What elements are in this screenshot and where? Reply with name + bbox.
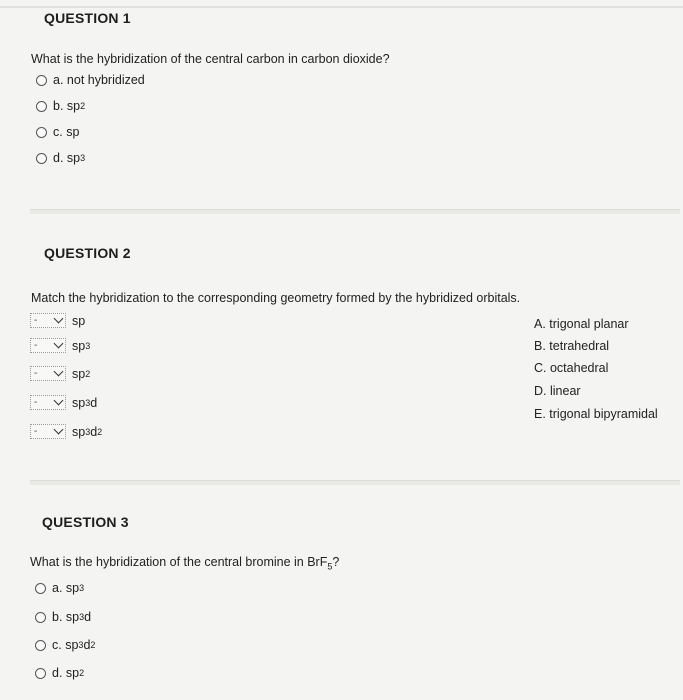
option-letter: c. bbox=[52, 638, 62, 652]
radio-button[interactable] bbox=[36, 127, 47, 138]
radio-button[interactable] bbox=[35, 668, 46, 679]
option-text: sp bbox=[66, 151, 81, 165]
question-3-title: QUESTION 3 bbox=[42, 514, 129, 530]
answer-text: tetrahedral bbox=[549, 339, 610, 353]
question-2-title: QUESTION 2 bbox=[44, 245, 131, 261]
question-2-text: Match the hybridization to the corresponding geometry formed by the hybridized orbitals. bbox=[31, 291, 521, 305]
q2-answer-a bbox=[534, 317, 629, 331]
q3-option-a[interactable]: a. sp 3 bbox=[35, 581, 84, 595]
section-divider bbox=[30, 209, 680, 214]
match-item-label: sp bbox=[72, 366, 86, 381]
match-item-label: sp bbox=[72, 395, 86, 410]
answer-letter: B. bbox=[534, 339, 546, 353]
answer-letter: D. bbox=[534, 384, 547, 398]
option-letter: a. bbox=[53, 73, 64, 87]
radio-button[interactable] bbox=[35, 612, 46, 623]
section-divider bbox=[30, 480, 680, 485]
match-item-label: sp bbox=[72, 424, 86, 439]
q2-answer-b bbox=[534, 339, 609, 353]
select-value: - bbox=[34, 368, 38, 379]
match-select[interactable] bbox=[30, 313, 66, 328]
answer-text: trigonal bipyramidal bbox=[549, 407, 658, 421]
option-letter: a. bbox=[52, 581, 63, 595]
match-select[interactable] bbox=[30, 338, 66, 353]
answer-letter: A. bbox=[534, 317, 546, 331]
answer-text: trigonal planar bbox=[549, 317, 629, 331]
option-text: sp bbox=[65, 638, 79, 652]
option-tail: d bbox=[84, 610, 92, 624]
select-value: - bbox=[34, 426, 38, 437]
select-value: - bbox=[34, 340, 38, 351]
option-letter: d. bbox=[53, 151, 64, 165]
option-letter: c. bbox=[53, 125, 63, 139]
question-text: ? bbox=[332, 555, 340, 569]
option-letter: b. bbox=[53, 99, 64, 113]
q1-option-b[interactable]: b. sp 2 bbox=[36, 99, 85, 113]
question-1-text: What is the hybridization of the central carbon in carbon dioxide? bbox=[31, 52, 390, 66]
option-text: not hybridized bbox=[66, 73, 145, 87]
question-subscript: 5 bbox=[327, 561, 333, 572]
q1-option-d[interactable]: d. sp 3 bbox=[36, 151, 85, 165]
q2-match-item-3: - sp 2 bbox=[30, 366, 90, 381]
chevron-down-icon bbox=[54, 367, 64, 377]
option-letter: d. bbox=[52, 666, 63, 680]
radio-button[interactable] bbox=[35, 640, 46, 651]
q3-option-d[interactable]: d. sp 2 bbox=[35, 666, 84, 680]
answer-text: linear bbox=[549, 384, 581, 398]
radio-button[interactable] bbox=[36, 153, 47, 164]
match-item-label: sp bbox=[72, 313, 86, 328]
select-value: - bbox=[34, 397, 38, 408]
option-text: sp bbox=[65, 581, 80, 595]
select-value: - bbox=[34, 315, 38, 326]
chevron-down-icon bbox=[54, 314, 64, 324]
option-text: sp bbox=[66, 125, 80, 139]
q2-match-item-5: - sp 3 d 2 bbox=[30, 424, 102, 439]
answer-letter: C. bbox=[534, 361, 547, 375]
chevron-down-icon bbox=[54, 425, 64, 435]
q2-answer-e bbox=[534, 407, 658, 421]
q3-option-b[interactable]: b. sp 3 d bbox=[35, 610, 91, 624]
option-text: sp bbox=[66, 99, 81, 113]
q2-match-item-1 bbox=[30, 313, 85, 328]
radio-button[interactable] bbox=[36, 101, 47, 112]
match-select[interactable] bbox=[30, 366, 66, 381]
chevron-down-icon bbox=[54, 396, 64, 406]
match-item-tail: d bbox=[90, 395, 98, 410]
answer-letter: E. bbox=[534, 407, 546, 421]
q3-option-c[interactable]: c. sp 3 d 2 bbox=[35, 638, 95, 652]
match-item-tail: d bbox=[90, 424, 98, 439]
match-select[interactable] bbox=[30, 395, 66, 410]
question-3-text bbox=[30, 555, 339, 572]
q2-match-item-4: - sp 3 d bbox=[30, 395, 97, 410]
q2-answer-d bbox=[534, 384, 581, 398]
option-text: sp bbox=[65, 666, 80, 680]
top-rule bbox=[0, 6, 683, 8]
match-item-label: sp bbox=[72, 338, 86, 353]
match-select[interactable] bbox=[30, 424, 66, 439]
chevron-down-icon bbox=[54, 339, 64, 349]
q2-answer-c bbox=[534, 361, 608, 375]
answer-text: octahedral bbox=[549, 361, 609, 375]
q1-option-c[interactable] bbox=[36, 125, 79, 139]
q2-match-item-2: - sp 3 bbox=[30, 338, 90, 353]
option-text: sp bbox=[65, 610, 80, 624]
option-tail: d bbox=[83, 638, 91, 652]
radio-button[interactable] bbox=[35, 583, 46, 594]
question-text: What is the hybridization of the central bromine in BrF bbox=[30, 555, 328, 569]
option-letter: b. bbox=[52, 610, 63, 624]
question-1-title: QUESTION 1 bbox=[44, 10, 131, 26]
radio-button[interactable] bbox=[36, 75, 47, 86]
q1-option-a[interactable] bbox=[36, 73, 145, 87]
